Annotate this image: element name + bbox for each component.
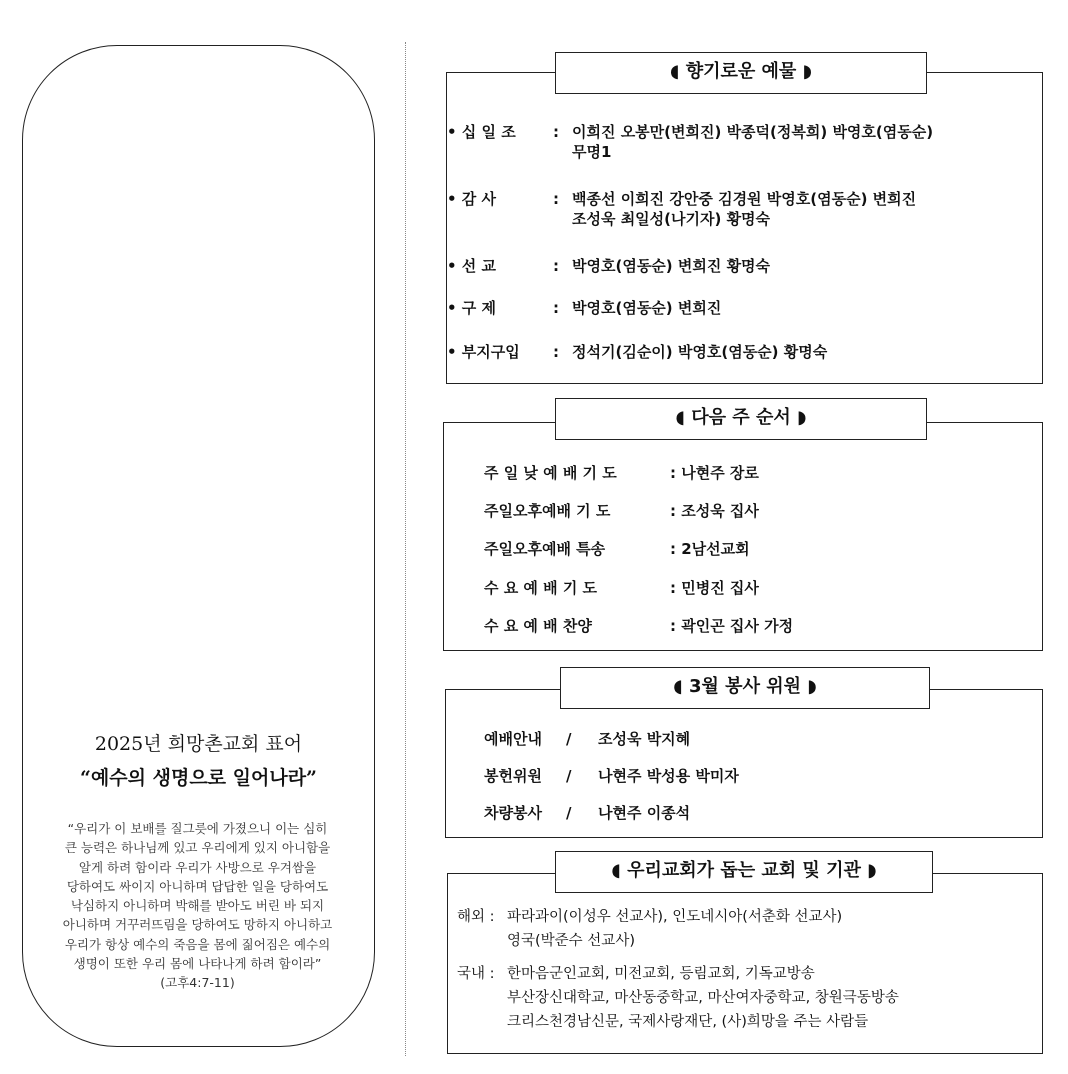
offering-names: 무명1	[572, 143, 612, 161]
volunteer-role: 봉헌위원	[484, 767, 542, 785]
volunteer-names: 나현주 이종석	[598, 804, 691, 822]
volunteer-role: 차량봉사	[484, 804, 542, 822]
supported-label: 해외 :	[457, 909, 495, 925]
volunteer-names: 조성욱 박지혜	[598, 730, 691, 748]
schedule-label: 주일오후예배 특송	[484, 540, 606, 558]
schedule-value: : 조성욱 집사	[670, 502, 759, 520]
volunteer-separator: /	[566, 804, 572, 822]
volunteer-separator: /	[566, 730, 572, 748]
offering-names: 정석기(김순이) 박영호(염동순) 황명숙	[572, 343, 828, 361]
verse-line: 알게 하려 함이라 우리가 사방으로 우겨쌈을	[78, 859, 317, 875]
volunteer-row	[484, 765, 739, 786]
schedule-label: 주 일 낮 예 배 기 도	[484, 464, 617, 482]
verse-line: 우리가 항상 예수의 죽음을 몸에 짊어짐은 예수의	[64, 936, 331, 952]
next-week-title: ◖ 다음 주 순서 ◗	[555, 398, 927, 440]
offering-label: • 선 교	[447, 257, 497, 275]
motto-year-title: 2025년 희망촌교회 표어	[94, 733, 303, 755]
schedule-value: : 곽인곤 집사 가정	[670, 617, 794, 635]
motto-text: “예수의 생명으로 일어나라”	[80, 767, 317, 789]
offering-names: 박영호(염동순) 변희진 황명숙	[572, 257, 771, 275]
offering-label: • 부지구입	[447, 343, 520, 361]
supported-line: 파라과이(이성우 선교사), 인도네시아(서춘화 선교사)	[507, 909, 843, 925]
volunteer-row	[484, 802, 690, 823]
volunteer-separator: /	[566, 767, 572, 785]
verse-reference: (고후4:7-11)	[160, 975, 235, 991]
schedule-row	[484, 462, 759, 483]
verse-line: “우리가 이 보배를 질그릇에 가졌으니 이는 심히	[67, 821, 328, 836]
supported-title: ◖ 우리교회가 돕는 교회 및 기관 ◗	[555, 851, 933, 893]
volunteer-row	[484, 728, 690, 749]
verse-line: 아니하며 거꾸러뜨림을 당하여도 망하지 아니하고	[62, 917, 333, 933]
volunteer-role: 예배안내	[484, 730, 542, 748]
offering-label: • 구 제	[447, 299, 497, 317]
offering-label: • 감 사	[447, 190, 497, 208]
schedule-value: : 민병진 집사	[670, 579, 759, 597]
schedule-value: : 2남선교회	[670, 540, 750, 558]
offering-names: 조성욱 최일성(나기자) 황명숙	[572, 210, 771, 228]
supported-line: 영국(박준수 선교사)	[507, 933, 635, 949]
schedule-row	[484, 538, 750, 559]
schedule-value: : 나현주 장로	[670, 464, 759, 482]
verse-line: 당하여도 싸이지 아니하며 답답한 일을 당하여도	[66, 878, 329, 894]
schedule-row	[484, 577, 759, 598]
supported-label: 국내 :	[457, 966, 495, 982]
schedule-row	[484, 500, 759, 521]
offering-names: 박영호(염동순) 변희진	[572, 299, 722, 317]
verse-line: 낙심하지 아니하며 박해를 받아도 버린 바 되지	[70, 898, 325, 914]
supported-line: 한마음군인교회, 미전교회, 등림교회, 기독교방송	[507, 966, 815, 982]
offerings-title: ◖ 향기로운 예물 ◗	[555, 52, 927, 94]
offering-names: 백종선 이희진 강안중 김경원 박영호(염동순) 변희진	[572, 190, 917, 208]
volunteers-title: ◖ 3월 봉사 위원 ◗	[560, 667, 930, 709]
motto-panel	[22, 45, 375, 1047]
schedule-label: 수 요 예 배 기 도	[484, 579, 598, 597]
offering-label: • 십 일 조	[447, 123, 516, 141]
supported-line: 부산장신대학교, 마산동중학교, 마산여자중학교, 창원극동방송	[507, 990, 899, 1006]
schedule-label: 수 요 예 배 찬양	[484, 617, 592, 635]
verse-line: 생명이 또한 우리 몸에 나타나게 하려 함이라”	[73, 956, 322, 972]
motto-verse	[31, 819, 364, 993]
schedule-label: 주일오후예배 기 도	[484, 502, 611, 520]
schedule-row	[484, 615, 793, 636]
offering-names: 이희진 오봉만(변희진) 박종덕(정복희) 박영호(염동순)	[572, 123, 934, 141]
volunteer-names: 나현주 박성용 박미자	[598, 767, 739, 785]
page-divider	[405, 42, 406, 1056]
supported-line: 크리스천경남신문, 국제사랑재단, (사)희망을 주는 사람들	[507, 1014, 869, 1030]
verse-line: 큰 능력은 하나님께 있고 우리에게 있지 아니함을	[64, 840, 331, 856]
